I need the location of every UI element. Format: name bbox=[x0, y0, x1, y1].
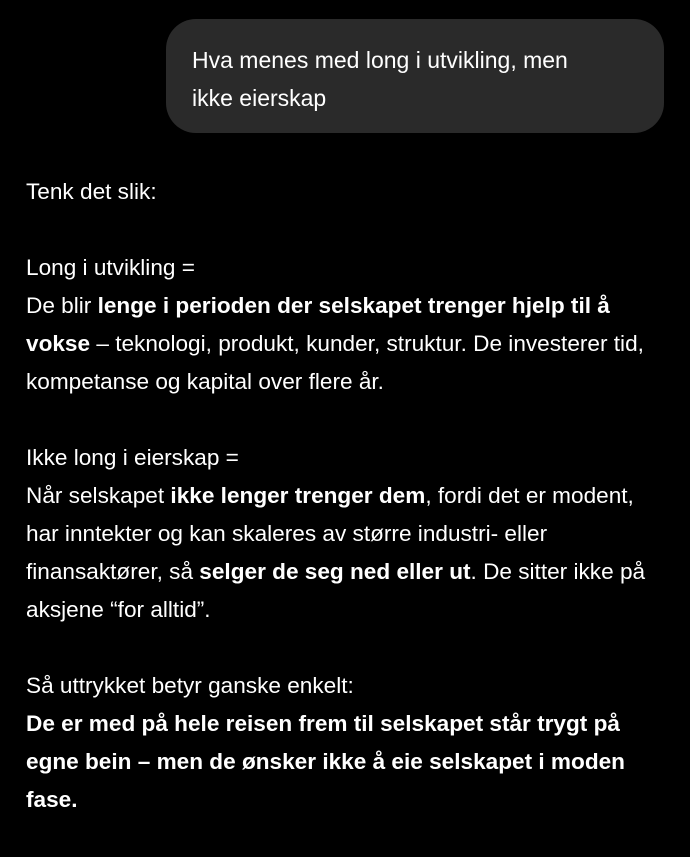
paragraph-summary bbox=[26, 667, 666, 819]
intro-text: Tenk det slik: bbox=[26, 179, 157, 204]
assistant-message bbox=[26, 173, 666, 857]
paragraph-long-utvikling bbox=[26, 249, 666, 401]
text: De blir bbox=[26, 293, 98, 318]
bold-text: selger de seg ned eller ut bbox=[199, 559, 471, 584]
user-message-line: Hva menes med long i utvikling, men bbox=[192, 47, 568, 73]
text: – teknologi, produkt, kunder, struktur. De investerer tid, kompetanse og kapital over flere år. bbox=[26, 331, 644, 394]
text: Når selskapet bbox=[26, 483, 171, 508]
bold-text: lenge i perioden der selskapet trenger hjelp til å vokse bbox=[26, 293, 610, 356]
bold-text: ikke lenger trenger dem bbox=[170, 483, 426, 508]
paragraph-heading: Ikke long i eierskap = bbox=[26, 445, 239, 470]
bold-text: De er med på hele reisen frem til selskapet står trygt på egne bein – men de ønsker ikke å eie selskapet i moden fase. bbox=[26, 711, 625, 812]
user-message-bubble bbox=[166, 19, 664, 133]
text: , fordi det er modent, har inntekter og kan skaleres av større industri- eller finansaktører, så bbox=[26, 483, 634, 584]
paragraph-heading: Long i utvikling = bbox=[26, 255, 195, 280]
user-message-line: ikke eierskap bbox=[192, 85, 327, 111]
paragraph-heading: Så uttrykket betyr ganske enkelt: bbox=[26, 673, 354, 698]
paragraph-ikke-long-eierskap bbox=[26, 439, 666, 629]
text: . De sitter ikke på aksjene “for alltid”. bbox=[26, 559, 646, 622]
